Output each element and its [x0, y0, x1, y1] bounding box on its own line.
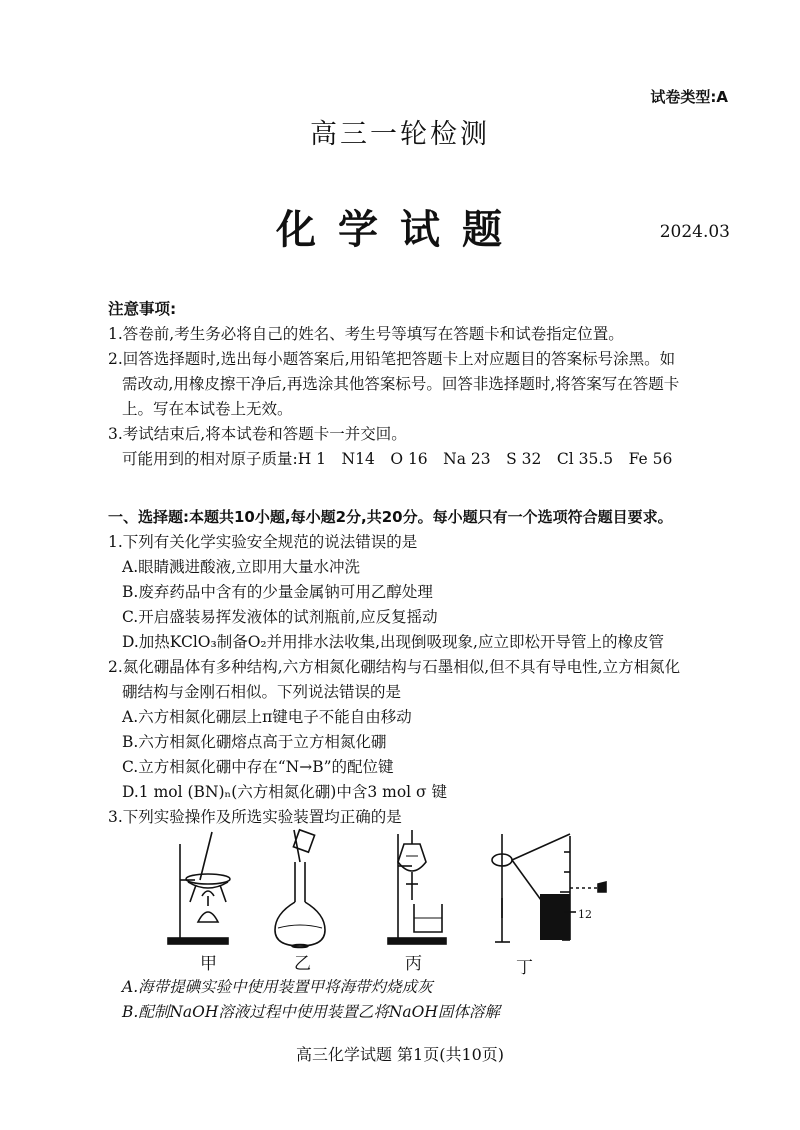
question-1-option-c: C.开启盛装易挥发液体的试剂瓶前,应反复摇动 [122, 608, 438, 626]
figure-label-yi: 乙 [294, 954, 311, 974]
apparatus-jia [168, 832, 230, 944]
atomic-masses: 可能用到的相对原子质量:H 1 N14 O 16 Na 23 S 32 Cl 35.5 Fe 56 [122, 450, 673, 468]
paper-type-label: 试卷类型:A [650, 88, 728, 106]
question-1-option-d: D.加热KClO₃制备O₂并用排水法收集,出现倒吸现象,应立即松开导管上的橡皮管 [122, 633, 664, 651]
question-2-option-c: C.立方相氮化硼中存在“N→B”的配位键 [122, 758, 394, 776]
question-3-option-b: B.配制NaOH溶液过程中使用装置乙将NaOH固体溶解 [122, 1003, 500, 1021]
apparatus-figure [150, 822, 630, 974]
scale-mark-label: 12 [578, 908, 592, 921]
question-1-option-a: A.眼睛溅进酸液,立即用大量水冲洗 [122, 558, 361, 576]
apparatus-ding [492, 834, 606, 942]
question-2-stem: 2.氮化硼晶体有多种结构,六方相氮化硼结构与石墨相似,但不具有导电性,立方相氮化 [108, 658, 681, 676]
note-item-1: 1.答卷前,考生务必将自己的姓名、考生号等填写在答题卡和试卷指定位置。 [108, 325, 624, 343]
section-heading: 一、选择题:本题共10小题,每小题2分,共20分。每小题只有一个选项符合题目要求。 [108, 508, 673, 526]
figure-label-bing: 丙 [405, 954, 422, 974]
notes-heading: 注意事项: [108, 300, 177, 318]
question-2-option-d: D.1 mol (BN)ₙ(六方相氮化硼)中含3 mol σ 键 [122, 783, 448, 801]
question-3-option-a: A.海带提碘实验中使用装置甲将海带灼烧成灰 [122, 978, 433, 996]
question-3-stem: 3.下列实验操作及所选实验装置均正确的是 [108, 808, 402, 826]
question-1-option-b: B.废弃药品中含有的少量金属钠可用乙醇处理 [122, 583, 433, 601]
question-1-stem: 1.下列有关化学实验安全规范的说法错误的是 [108, 533, 418, 551]
note-item-2-cont2: 上。写在本试卷上无效。 [122, 400, 293, 418]
question-2-option-b: B.六方相氮化硼熔点高于立方相氮化硼 [122, 733, 387, 751]
figure-label-ding: 丁 [516, 958, 533, 978]
exam-date: 2024.03 [659, 222, 730, 242]
note-item-3: 3.考试结束后,将本试卷和答题卡一并交回。 [108, 425, 407, 443]
page-footer: 高三化学试题 第1页(共10页) [295, 1045, 505, 1064]
exam-subtitle: 高三一轮检测 [310, 119, 490, 150]
apparatus-yi [275, 830, 325, 948]
note-item-2: 2.回答选择题时,选出每小题答案后,用铅笔把答题卡上对应题目的答案标号涂黑。如 [108, 350, 676, 368]
question-2-option-a: A.六方相氮化硼层上π键电子不能自由移动 [122, 708, 412, 726]
exam-title: 化学试题 [276, 206, 524, 253]
question-2-stem-cont: 硼结构与金刚石相似。下列说法错误的是 [122, 683, 402, 701]
note-item-2-cont: 需改动,用橡皮擦干净后,再选涂其他答案标号。回答非选择题时,将答案写在答题卡 [122, 375, 680, 393]
apparatus-bing [388, 830, 446, 944]
figure-label-jia: 甲 [200, 954, 217, 974]
